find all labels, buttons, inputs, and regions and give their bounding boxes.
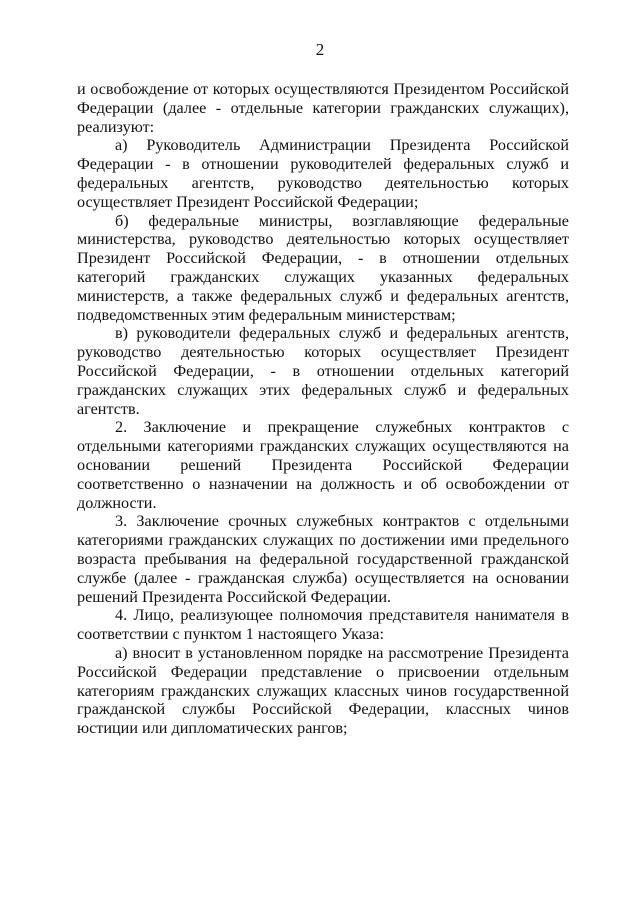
page-number: 2 [315,40,325,59]
paragraph-clause-4: 4. Лицо, реализующее полномочия представителя нанимателя в соответствии с пунктом 1 настоящего Указа: [77,606,569,644]
paragraph-item-b-federal-ministers: б) федеральные министры, возглавляющие федеральные министерства, руководство деятельностью которых осуществляет Президент Российской Федерации, - в отношении отдельных категорий гражданских служащих указанных федеральных министерств, а также федеральных служб и федеральных агентств, подведомственных этим федеральным министерствам; [77,211,569,324]
paragraph-clause-4-item-a: а) вносит в установленном порядке на рассмотрение Президента Российской Федерации представление о присвоении отдельным категориям гражданских служащих классных чинов государственной гражданской службы Российской Федерации, классных чинов юстиции или дипломатических рангов; [77,643,569,738]
paragraph-continuation: и освобождение от которых осуществляются Президентом Российской Федерации (далее - отдельные категории гражданских служащих), реализуют: [77,80,569,136]
paragraph-item-a-head-of-administration: а) Руководитель Администрации Президента Российской Федерации - в отношении руководителей федеральных служб и федеральных агентств, руководство деятельностью которых осуществляет Президент Российской Федерации; [77,136,569,211]
paragraph-clause-2: 2. Заключение и прекращение служебных контрактов с отдельными категориями гражданских служащих осуществляются на основании решений Президента Российской Федерации соответственно о назначении на должность и об освобождении от должности. [77,418,569,512]
document-body [77,80,569,738]
paragraph-item-c-heads-of-services: в) руководители федеральных служб и федеральных агентств, руководство деятельностью которых осуществляет Президент Российской Федерации, - в отношении отдельных категорий гражданских служащих этих федеральных служб и федеральных агентств. [77,324,569,418]
paragraph-clause-3: 3. Заключение срочных служебных контрактов с отдельными категориями гражданских служащих по достижении ими предельного возраста пребывания на федеральной государственной гражданской службе (далее - гражданская служба) осуществляется на основании решений Президента Российской Федерации. [77,512,569,606]
